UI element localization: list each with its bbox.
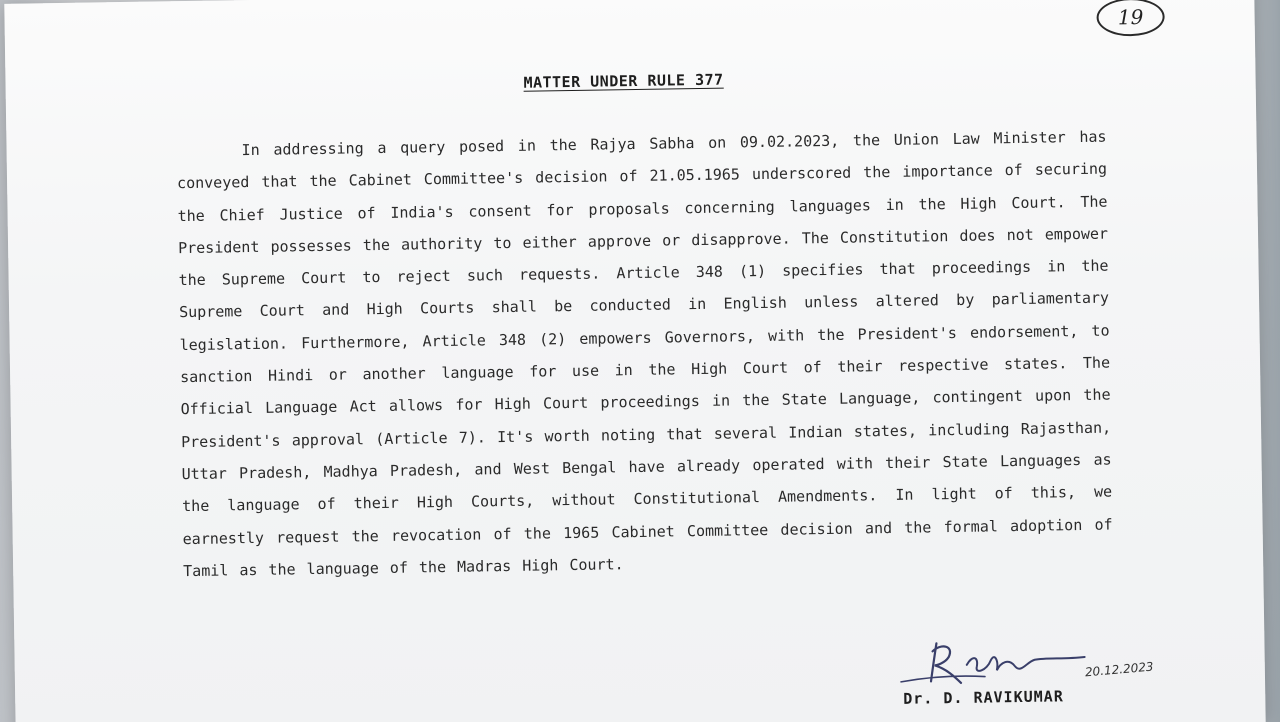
signatory-name: Dr. D. RAVIKUMAR	[903, 687, 1064, 708]
signature-date: 20.12.2023	[1084, 659, 1155, 680]
document-title	[5, 62, 1241, 99]
document-title-text: MATTER UNDER RULE 377	[523, 70, 724, 92]
body-paragraph: In addressing a query posed in the Rajya Sabha on 09.02.2023, the Union Law Minister has conveyed that the Cabinet Committee's decision of 21.05.1965 underscored the importance of securing the Chief Justice of India's consent for proposals concerning languages in the High Court. The President possesses the authority to either approve or disapprove. The Constitution does not empower the Supreme Court to reject such requests. Article 348 (1) specifies that proceedings in the Supreme Court and High Courts shall be conducted in English unless altered by parliamentary legislation. Furthermore, Article 348 (2) empowers Governors, with the President's endorsement, to sanction Hindi or another language for use in the High Court of their respective states. The Official Language Act allows for High Court proceedings in the State Language, contingent upon the President's approval (Article 7). It's worth noting that several Indian states, including Rajasthan, Uttar Pradesh, Madhya Pradesh, and West Bengal have already operated with their State Languages as the language of their High Courts, without Constitutional Amendments. In light of this, we earnestly request the revocation of the 1965 Cabinet Committee decision and the formal adoption of Tamil as the language of the Madras High Court.	[176, 127, 1113, 580]
handwritten-signature	[874, 629, 1105, 689]
page-number-circled: 19	[1096, 0, 1165, 37]
document-page	[4, 0, 1265, 722]
